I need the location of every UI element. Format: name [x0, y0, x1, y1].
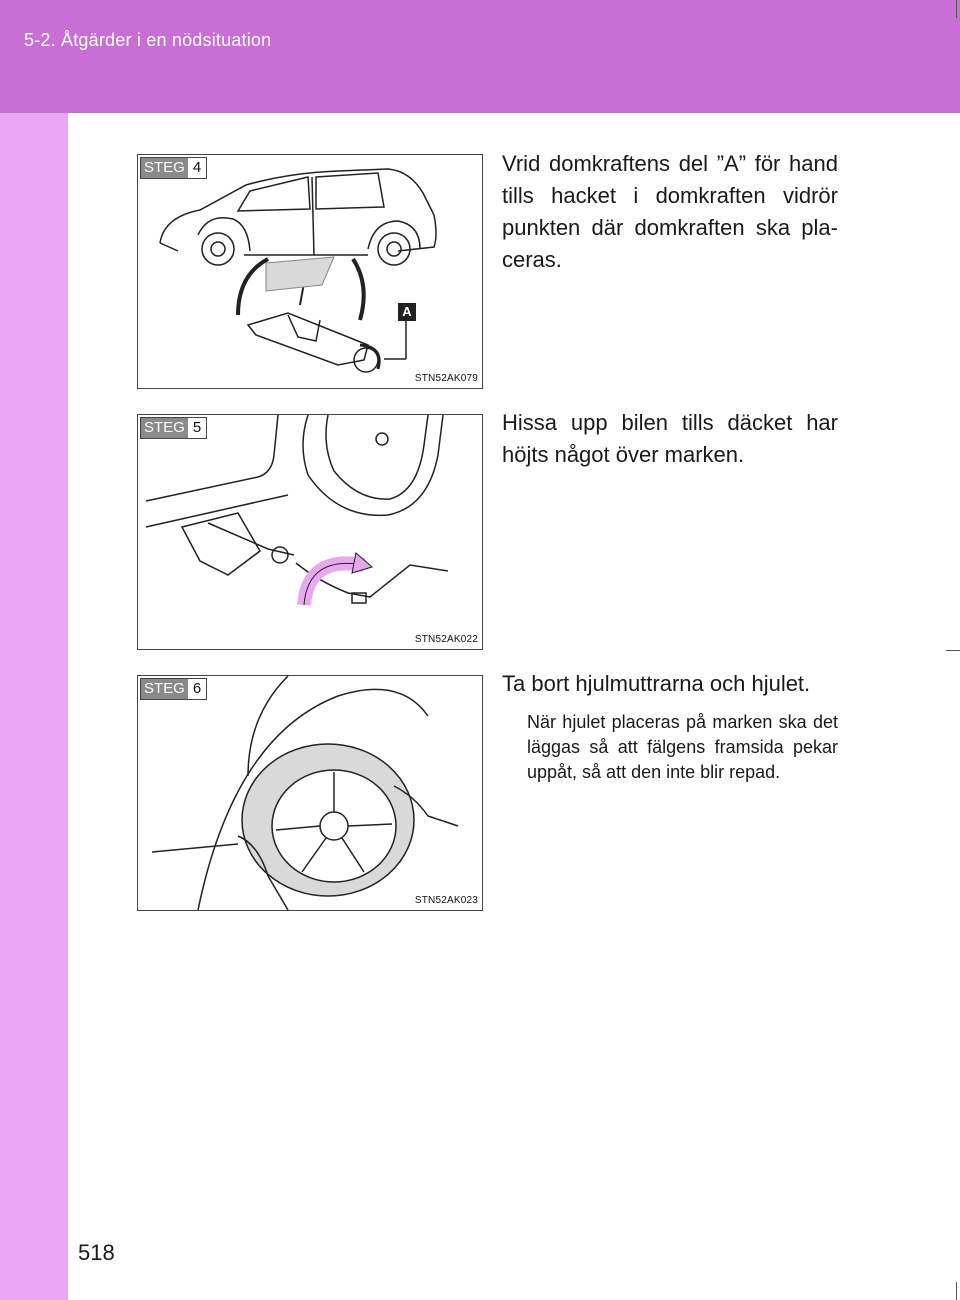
step-6-note: När hjulet placeras på marken ska det läggas så att fälgens framsida pekar uppåt, så att den inte blir repad.	[527, 712, 838, 782]
wheel-removal-illustration	[138, 676, 482, 910]
side-margin-bar	[0, 113, 68, 1300]
page-header	[0, 0, 960, 113]
figure-code: STN52AK079	[414, 373, 478, 384]
step-badge-number: 6	[192, 680, 202, 697]
callout-label: A	[398, 303, 416, 321]
step-badge-label: STEG	[141, 679, 188, 699]
step-badge-label: STEG	[141, 158, 188, 178]
figure-step-4	[137, 154, 483, 389]
step-badge-number: 5	[192, 419, 202, 436]
step-4-text: Vrid domkraftens del ”A” för hand tills hacket i domkraften vidrör punkten där domkraften ska pla-ceras.	[502, 151, 838, 272]
car-jack-illustration	[138, 155, 482, 388]
page-number: 518	[78, 1240, 115, 1265]
figure-code: STN52AK023	[414, 895, 478, 906]
step-badge	[140, 417, 207, 439]
jack-lifting-illustration	[138, 415, 482, 649]
step-badge-label: STEG	[141, 418, 188, 438]
step-5-text: Hissa upp bilen tills däcket har höjts något över marken.	[502, 410, 838, 467]
section-title: 5-2. Åtgärder i en nödsituation	[24, 30, 272, 50]
crop-mark	[956, 0, 957, 18]
figure-code: STN52AK022	[414, 634, 478, 645]
crop-mark	[956, 1282, 957, 1300]
step-badge	[140, 678, 207, 700]
crop-mark	[946, 650, 960, 651]
figure-step-6	[137, 675, 483, 911]
figure-step-5	[137, 414, 483, 650]
step-badge-number: 4	[192, 159, 202, 176]
step-6-text: Ta bort hjulmuttrarna och hjulet.	[502, 671, 811, 696]
step-badge	[140, 157, 207, 179]
